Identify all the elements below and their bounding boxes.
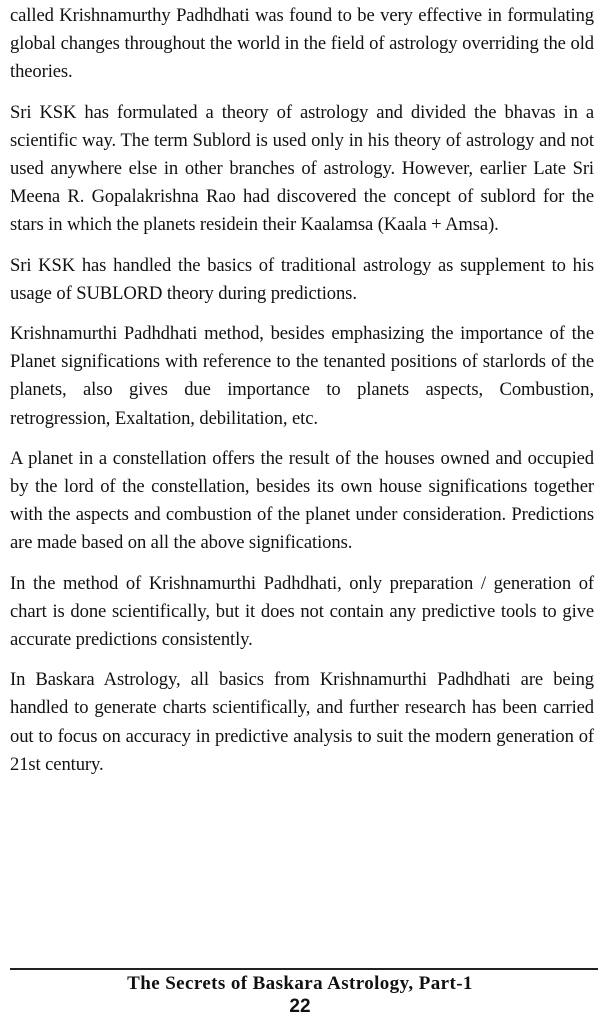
footer-book-title: The Secrets of Baskara Astrology, Part-1 bbox=[127, 973, 473, 994]
paragraph-baskara-astrology: In Baskara Astrology, all basics from Krishnamurthi Padhdhati are being handled to generate charts scientifically, and further research has been carried out to focus on accuracy in predictive analysis to suit the modern generation of 21st century. bbox=[10, 669, 594, 775]
paragraph-traditional-basics: Sri KSK has handled the basics of traditional astrology as supplement to his usage of SUBLORD theory during predictions. bbox=[10, 254, 594, 304]
footer-divider bbox=[10, 968, 598, 970]
paragraph-kp-method: Krishnamurthi Padhdhati method, besides emphasizing the importance of the Planet significations with reference to the tenanted positions of starlords of the planets, also gives due importance to planets aspects, Combustion, retrogression, Exaltation, debilitation, etc. bbox=[10, 323, 594, 429]
page-number: 22 bbox=[289, 996, 311, 1017]
paragraph-constellation-results: A planet in a constellation offers the result of the houses owned and occupied by the lord of the constellation, besides its own house significations together with the aspects and combustion of the planet under consideration. Predictions are made based on all the above significations. bbox=[10, 447, 594, 554]
paragraph-kp-limitations: In the method of Krishnamurthi Padhdhati, only preparation / generation of chart is done scientifically, but it does not contain any predictive tools to give accurate predictions consistently. bbox=[10, 572, 594, 651]
page-body bbox=[10, 2, 594, 791]
paragraph-kp-introduction: called Krishnamurthy Padhdhati was found to be very effective in formulating global changes throughout the world in the field of astrology overriding the old theories. bbox=[10, 5, 594, 83]
paragraph-ksk-sublord-theory: Sri KSK has formulated a theory of astrology and divided the bhavas in a scientific way. The term Sublord is used only in his theory of astrology and not used anywhere else in other branches of astrology. However, earlier Late Sri Meena R. Gopalakrishna Rao had discovered the concept of sublord for the stars in which the planets residein their Kaalamsa (Kaala + Amsa). bbox=[10, 101, 594, 236]
